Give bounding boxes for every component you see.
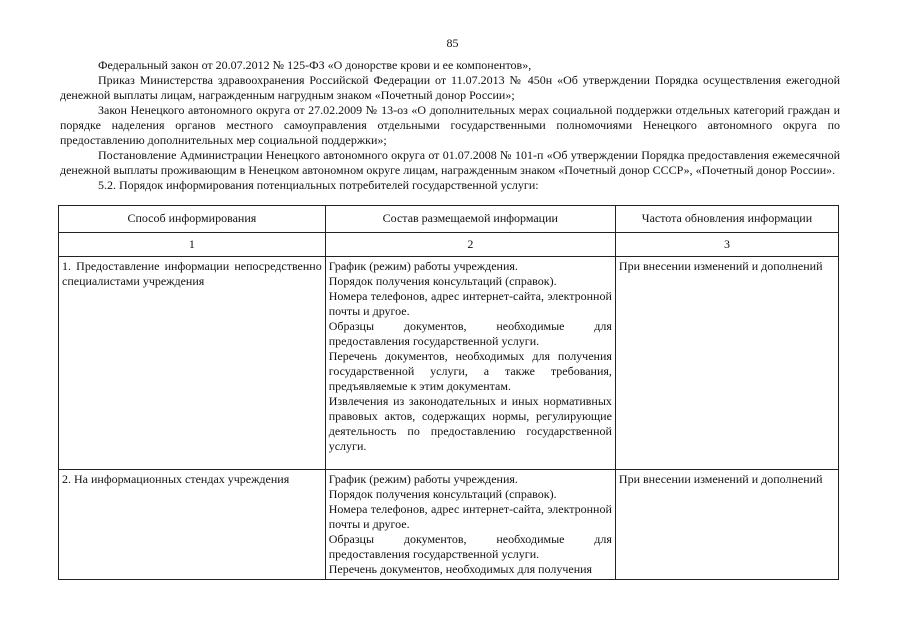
document-body [60, 58, 840, 193]
paragraph-administration-resolution: Постановление Администрации Ненецкого автономного округа от 01.07.2008 № 101-п «Об утверждении Порядка предоставления ежемесячной денежной выплаты проживающим в Ненецком автономном округе лицам, награжденным знаком «Почетный донор СССР», «Почетный донор России». [60, 148, 840, 177]
content-item: Перечень документов, необходимых для получения [328, 562, 593, 576]
content-item: Образцы документов, необходимые для предоставления государственной услуги. [328, 319, 612, 348]
content-item: График (режим) работы учреждения. [328, 259, 518, 273]
table-row [59, 470, 839, 580]
frequency-cell: При внесении изменений и дополнений [615, 257, 838, 470]
content-item: Порядок получения консультаций (справок). [328, 274, 557, 288]
table-header-method: Способ информирования [59, 206, 326, 233]
content-item: Номера телефонов, адрес интернет-сайта, электронной почты и другое. [328, 502, 612, 531]
column-number: 3 [615, 233, 838, 257]
column-number: 2 [325, 233, 615, 257]
content-cell [325, 470, 615, 580]
content-item: Извлечения из законодательных и иных нормативных правовых актов, содержащих нормы, регулирующие деятельность по предоставлению государственной услуги. [328, 394, 612, 453]
section-caption: 5.2. Порядок информирования потенциальных потребителей государственной услуги: [98, 178, 539, 192]
table-header-row [59, 206, 839, 233]
table-header-content: Состав размещаемой информации [325, 206, 615, 233]
table-header-frequency: Частота обновления информации [615, 206, 838, 233]
informing-table [58, 205, 839, 580]
table-number-row [59, 233, 839, 257]
paragraph-ministry-order: Приказ Министерства здравоохранения Российской Федерации от 11.07.2013 № 450н «Об утверждении Порядка осуществления ежегодной денежной выплаты лицам, награжденным нагрудным знаком «Почетный донор России»; [60, 73, 840, 102]
content-item: Порядок получения консультаций (справок). [328, 487, 557, 501]
content-item: Номера телефонов, адрес интернет-сайта, электронной почты и другое. [328, 289, 612, 318]
column-number: 1 [59, 233, 326, 257]
frequency-cell: При внесении изменений и дополнений [615, 470, 838, 580]
content-item: Образцы документов, необходимые для предоставления государственной услуги. [328, 532, 612, 561]
content-cell [325, 257, 615, 470]
paragraph-regional-law: Закон Ненецкого автономного округа от 27.02.2009 № 13-оз «О дополнительных мерах социальной поддержки отдельных категорий граждан и порядке наделения органов местного самоуправления отдельными государственными полномочиями Ненецкого автономного округа по предоставлению дополнительных мер социальной поддержки»; [60, 103, 840, 147]
table-row [59, 257, 839, 470]
content-item: Перечень документов, необходимых для получения государственной услуги, а также требования, предъявляемые к этим документам. [328, 349, 612, 393]
page-number: 85 [446, 36, 459, 50]
method-cell: 1. Предоставление информации непосредственно специалистами учреждения [59, 257, 326, 470]
paragraph-federal-law: Федеральный закон от 20.07.2012 № 125-ФЗ «О донорстве крови и ее компонентов», [98, 58, 532, 72]
method-cell: 2. На информационных стендах учреждения [59, 470, 326, 580]
content-item: График (режим) работы учреждения. [328, 472, 518, 486]
